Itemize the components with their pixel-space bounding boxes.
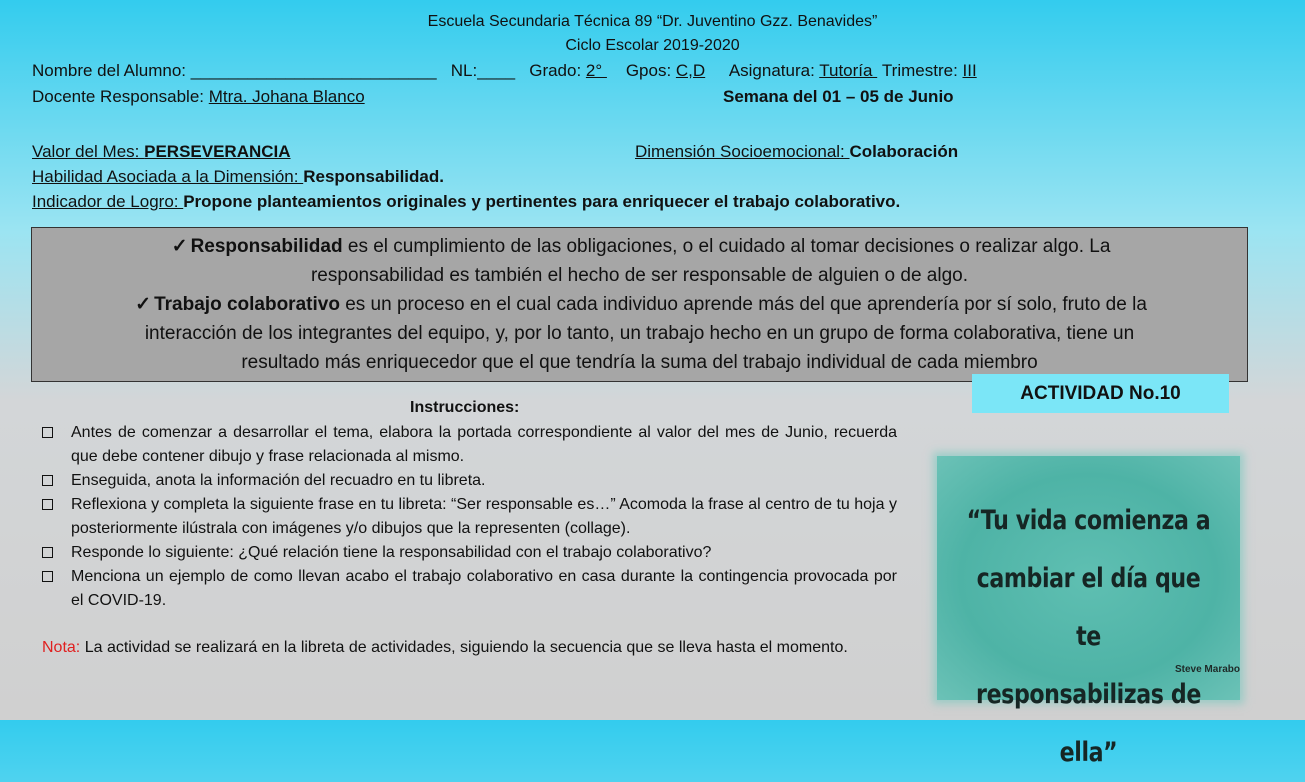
nl-blank: ____ xyxy=(477,61,516,80)
definitions-box xyxy=(31,227,1248,382)
list-item-text: Reflexiona y completa la siguiente frase en tu libreta: “Ser responsable es…” Acomoda la frase al centro de tu hoja y posteriormente ilústrala con imágenes y/o dibujos que la representen (collage). xyxy=(71,496,897,537)
teacher-value: Mtra. Johana Blanco xyxy=(208,87,365,106)
quote-text xyxy=(964,492,1212,782)
quote-line-2: cambiar el día que te xyxy=(976,563,1201,652)
subject-value: Tutoría xyxy=(819,61,878,80)
definition-1-term: Responsabilidad xyxy=(190,236,343,257)
note xyxy=(42,636,897,660)
checkbox-square-icon xyxy=(42,475,53,486)
groups-value: C,D xyxy=(675,61,706,80)
definition-2-line-1 xyxy=(32,290,1247,319)
list-item-text: Menciona un ejemplo de como llevan acabo el trabajo colaborativo en casa durante la contingencia provocada por el COVID-19. xyxy=(71,568,897,609)
list-item xyxy=(42,565,897,613)
grade-label: Grado: xyxy=(529,61,586,80)
nl-label: NL: xyxy=(450,61,478,80)
indicator-label: Indicador de Logro: xyxy=(32,192,184,211)
list-item xyxy=(42,493,897,541)
teacher-label: Docente Responsable: xyxy=(32,87,209,106)
list-item-text: Responde lo siguiente: ¿Qué relación tiene la responsabilidad con el trabajo colaborativo? xyxy=(71,544,712,561)
list-item xyxy=(42,541,897,565)
skill-label: Habilidad Asociada a la Dimensión: xyxy=(32,167,304,186)
checkmark-icon: ✓ xyxy=(171,236,188,257)
activity-badge: ACTIVIDAD No.10 xyxy=(972,374,1229,413)
indicator-row xyxy=(32,192,900,212)
definition-2-term: Trabajo colaborativo xyxy=(154,294,340,315)
note-label: Nota: xyxy=(42,639,81,656)
checkbox-square-icon xyxy=(42,547,53,558)
definition-1-text-a: es el cumplimiento de las obligaciones, o el cuidado al tomar decisiones o realizar algo. La xyxy=(342,236,1111,257)
student-name-label: Nombre del Alumno: xyxy=(32,61,191,80)
student-info-row xyxy=(32,61,977,81)
checkbox-square-icon xyxy=(42,499,53,510)
month-value-row xyxy=(32,142,291,162)
subject-label: Asignatura: xyxy=(728,61,820,80)
definition-1-line-2: responsabilidad es también el hecho de ser responsable de alguien o de algo. xyxy=(310,265,968,286)
grade-value: 2° xyxy=(585,61,607,80)
skill-row xyxy=(32,167,444,187)
student-name-blank: __________________________ xyxy=(190,61,437,80)
skill-value: Responsabilidad. xyxy=(303,167,444,186)
list-item xyxy=(42,421,897,469)
teacher-row xyxy=(32,87,365,107)
school-cycle: Ciclo Escolar 2019-2020 xyxy=(565,37,740,54)
week-range: Semana del 01 – 05 de Junio xyxy=(723,87,954,106)
month-value-label: Valor del Mes: xyxy=(32,142,145,161)
instructions-title: Instrucciones: xyxy=(410,399,520,416)
term-label: Trimestre: xyxy=(881,61,963,80)
checkmark-icon: ✓ xyxy=(135,294,152,315)
quote-image xyxy=(937,456,1240,768)
quote-author: Steve Marabo xyxy=(1174,664,1240,675)
list-item-text: Enseguida, anota la información del recuadro en tu libreta. xyxy=(71,472,486,489)
dimension-label: Dimensión Socioemocional: xyxy=(635,142,850,161)
school-name: Escuela Secundaria Técnica 89 “Dr. Juventino Gzz. Benavides” xyxy=(427,13,878,30)
indicator-value: Propone planteamientos originales y pertinentes para enriquecer el trabajo colaborativo. xyxy=(183,192,901,211)
term-value: III xyxy=(962,61,977,80)
checkbox-square-icon xyxy=(42,571,53,582)
month-value: PERSEVERANCIA xyxy=(144,142,291,161)
checkbox-square-icon xyxy=(42,427,53,438)
list-item xyxy=(42,469,897,493)
groups-label: Gpos: xyxy=(625,61,676,80)
dimension-row xyxy=(635,142,958,162)
definition-2-line-3: resultado más enriquecedor que el que tendría la suma del trabajo individual de cada miembro xyxy=(241,352,1038,373)
dimension-value: Colaboración xyxy=(849,142,959,161)
definition-1-line-1 xyxy=(32,232,1247,261)
quote-line-1: “Tu vida comienza a xyxy=(966,505,1211,536)
list-item-text: Antes de comenzar a desarrollar el tema, elabora la portada correspondiente al valor del mes de Junio, recuerda que debe contener dibujo y frase relacionada al mismo. xyxy=(71,424,897,465)
definition-2-text-a: es un proceso en el cual cada individuo aprende más del que aprendería por sí solo, fruto de la xyxy=(339,294,1147,315)
note-text: La actividad se realizará en la libreta de actividades, siguiendo la secuencia que se lleva hasta el momento. xyxy=(80,639,848,656)
instructions-list xyxy=(42,421,897,613)
definition-2-line-2: interacción de los integrantes del equipo, y, por lo tanto, un trabajo hecho en un grupo de forma colaborativa, tiene un xyxy=(144,323,1135,344)
quote-line-3: responsabilizas de ella” xyxy=(976,679,1201,768)
